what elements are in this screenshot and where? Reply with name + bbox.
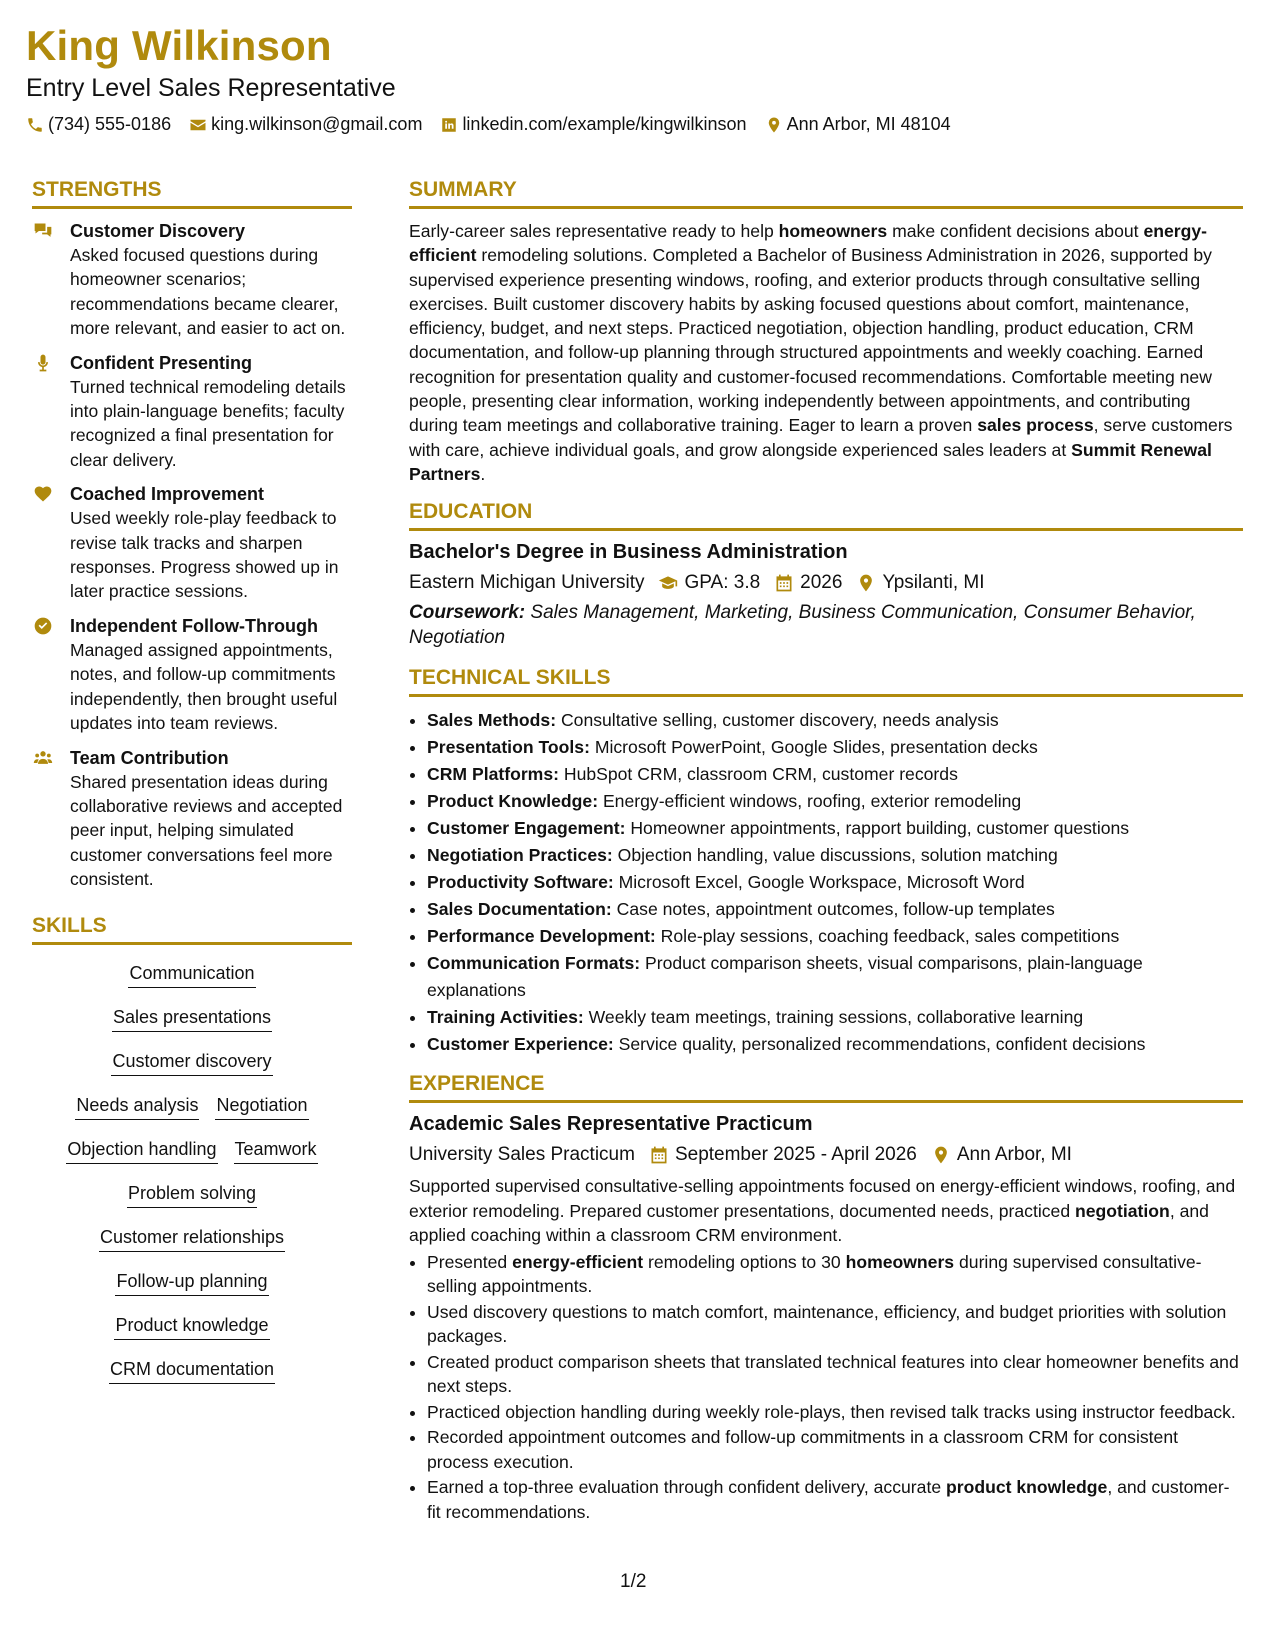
skill-chip: CRM documentation [109,1358,275,1384]
technical-skill-item [427,950,1243,1004]
skills-heading: SKILLS [32,914,352,945]
skill-chip: Negotiation [215,1094,308,1120]
bold-text: product knowledge [946,1477,1108,1498]
technical-skill-value: Objection handling, value discussions, solution matching [612,845,1058,866]
technical-skill-value: Consultative selling, customer discovery, needs analysis [556,710,999,731]
experience-bullet [427,1400,1243,1425]
strength-item [32,351,352,473]
skills-row [32,1219,352,1263]
skills-row [32,1351,352,1395]
experience-bullet [427,1300,1243,1349]
graduation-cap-icon [658,573,678,593]
skills-row [32,1131,352,1175]
strength-body [70,482,352,604]
technical-skill-item [427,842,1243,869]
job-description [409,1174,1243,1248]
job-org: University Sales Practicum [409,1144,635,1166]
skill-chip: Customer discovery [111,1050,272,1076]
strength-item [32,746,352,892]
job-bullets [409,1250,1243,1525]
strength-desc: Turned technical remodeling details into plain-language benefits; faculty recognized a final presentation for clear delivery. [70,376,346,470]
strength-title: Customer Discovery [70,221,246,241]
experience-bullet [427,1475,1243,1524]
text-run: , and applied coaching within a classroom CRM environment. [409,1200,1209,1246]
text-run: Earned a top-three evaluation through confident delivery, accurate [427,1477,947,1498]
technical-skill-value: Weekly team meetings, training sessions, collaborative learning [583,1007,1084,1028]
text-run: Used discovery questions to match comfort, maintenance, efficiency, and budget priorities with solution packages. [427,1301,1227,1347]
technical-skill-item [427,1031,1243,1058]
text-run: Practiced objection handling during weekly role-plays, then revised talk tracks using instructor feedback. [427,1401,1236,1422]
skills-row [32,1087,352,1131]
job-details [409,1144,1243,1166]
job-dates: September 2025 - April 2026 [674,1144,917,1166]
strength-icon-wrap [32,219,70,341]
calendar-icon [774,573,794,593]
technical-skill-label: Presentation Tools: [427,737,590,758]
strength-desc: Shared presentation ideas during collaborative reviews and accepted peer input, helping simulated customer conversations feel more consistent. [70,771,343,890]
linkedin-icon [440,116,458,134]
page-number: 1/2 [620,1571,647,1592]
technical-skill-label: Customer Experience: [427,1034,614,1055]
email-text[interactable]: king.wilkinson@gmail.com [211,114,423,134]
strength-item [32,482,352,604]
skill-chip: Product knowledge [114,1314,269,1340]
bold-text: negotiation [1075,1200,1170,1221]
technical-skill-label: CRM Platforms: [427,764,559,785]
technical-skill-label: Negotiation Practices: [427,845,613,866]
strength-icon-wrap [32,614,70,736]
technical-skill-value: Case notes, appointment outcomes, follow-up templates [611,899,1055,920]
school-location: Ypsilanti, MI [882,572,985,594]
technical-skill-label: Sales Methods: [427,710,557,731]
contact-linkedin[interactable] [440,114,746,135]
graduation-year: 2026 [800,572,843,594]
skills-row [32,1263,352,1307]
technical-skill-value: Service quality, personalized recommendations, confident decisions [613,1034,1146,1055]
experience-bullet [427,1425,1243,1474]
coursework-label: Coursework: [409,602,526,624]
technical-skill-item [427,815,1243,842]
strength-body [70,219,352,341]
skill-chip: Follow-up planning [115,1270,268,1296]
strength-desc: Asked focused questions during homeowner scenarios; recommendations became clearer, more relevant, and easier to act on. [70,245,346,339]
text-run: during supervised consultative-selling appointments. [427,1251,1202,1297]
summary-text [409,219,1243,486]
strength-desc: Managed assigned appointments, notes, and follow-up commitments independently, then brought useful updates into team reviews. [70,639,338,734]
school-name: Eastern Michigan University [409,572,645,594]
strength-icon-wrap [32,746,70,892]
text-run: , and customer-fit recommendations. [427,1477,1230,1522]
skills-row [32,955,352,999]
microphone-icon [32,353,54,373]
linkedin-text[interactable]: linkedin.com/example/kingwilkinson [462,114,747,134]
strength-body [70,351,352,473]
technical-skill-value: Homeowner appointments, rapport building, customer questions [625,818,1130,839]
text-run: Supported supervised consultative-selling appointments focused on energy-efficient windows, roofing, and exterior remodeling. Prepared customer presentations, documented needs, practiced [409,1176,1236,1221]
map-marker-icon [856,573,876,593]
experience-bullet [427,1350,1243,1399]
text-run: remodeling options to 30 [643,1251,846,1272]
skills-row [32,1043,352,1087]
skill-chip: Objection handling [66,1138,217,1164]
experience-bullet [427,1250,1243,1299]
map-marker-icon [765,116,783,134]
skills-list [32,955,352,1395]
strength-icon-wrap [32,351,70,473]
skill-chip: Customer relationships [99,1226,285,1252]
text-run: . [480,463,486,484]
strength-body [70,614,352,736]
strength-title: Team Contribution [70,747,229,768]
strength-icon-wrap [32,482,70,604]
technical-skill-value: Product comparison sheets, visual comparisons, plain-language explanations [427,953,1143,1001]
education-details [409,572,1243,594]
strength-body [70,746,352,892]
contact-bar [26,114,969,135]
experience-heading: EXPERIENCE [409,1072,1243,1103]
check-circle-icon [32,616,54,636]
technical-skill-item [427,707,1243,734]
technical-skill-value: Energy-efficient windows, roofing, exterior remodeling [598,791,1022,812]
candidate-name: King Wilkinson [26,22,332,69]
contact-phone [26,114,171,135]
job-location: Ann Arbor, MI [956,1144,1072,1166]
technical-skill-label: Communication Formats: [427,953,641,974]
skill-chip: Teamwork [234,1138,318,1164]
summary-heading: SUMMARY [409,178,1243,209]
degree-title: Bachelor's Degree in Business Administration [409,541,848,564]
job-title: Academic Sales Representative Practicum [409,1113,813,1136]
phone-icon [26,116,44,134]
text-run: Early-career sales representative ready to help [409,221,779,241]
coursework [409,600,1243,650]
text-run: , serve customers with care, achieve individual goals, and grow alongside experienced sales leaders at [409,415,1233,460]
users-icon [32,748,54,768]
gpa: GPA: 3.8 [684,572,761,594]
strength-title: Coached Improvement [70,484,265,505]
bold-text: sales process [977,415,1094,436]
strength-item [32,219,352,341]
strength-desc: Used weekly role-play feedback to revise talk tracks and sharpen responses. Progress showed up in later practice sessions. [70,508,339,602]
bold-text: homeowners [845,1251,955,1272]
map-marker-icon [931,1145,951,1165]
skill-chip: Problem solving [127,1182,257,1208]
strength-title: Independent Follow-Through [70,615,318,636]
technical-skill-label: Sales Documentation: [427,899,612,920]
technical-skills-heading: TECHNICAL SKILLS [409,666,1243,697]
technical-skill-item [427,1004,1243,1031]
technical-skill-value: Role-play sessions, coaching feedback, sales competitions [655,926,1120,947]
text-run: make confident decisions about [887,221,1144,241]
contact-location [765,114,951,135]
technical-skill-item [427,923,1243,950]
location-text: Ann Arbor, MI 48104 [786,114,951,134]
technical-skill-item [427,788,1243,815]
skill-chip: Needs analysis [75,1094,199,1120]
right-column [409,178,1243,1525]
strength-item [32,614,352,736]
skills-row [32,999,352,1043]
bold-text: Summit Renewal Partners [409,439,1212,484]
phone-text: (734) 555-0186 [48,114,172,134]
strengths-heading: STRENGTHS [32,178,352,209]
technical-skill-label: Customer Engagement: [427,818,626,839]
technical-skill-item [427,734,1243,761]
technical-skill-item [427,869,1243,896]
bold-text: energy-efficient [409,221,1207,266]
comments-icon [32,221,54,241]
skill-chip: Communication [128,962,255,988]
technical-skill-item [427,896,1243,923]
envelope-icon [189,116,207,134]
heart-icon [32,484,54,504]
skills-row [32,1307,352,1351]
technical-skill-item [427,761,1243,788]
candidate-headline: Entry Level Sales Representative [26,74,396,102]
technical-skill-label: Performance Development: [427,926,656,947]
text-run: Presented [427,1251,513,1272]
contact-email[interactable] [189,114,422,135]
text-run: remodeling solutions. Completed a Bachelor of Business Administration in 2026, supported by supervised experience presenting windows, roofing, and exterior products through consultative selling exercises. Built customer discovery habits by asking focused questions about comfort, maintenance, efficiency, budget, and next steps. Practiced negotiation, objection handling, product education, CRM documentation, and follow-up planning through structured appointments and weekly coaching. Earned recognition for presentation quality and customer-focused recommendations. Comfortable meeting new people, presenting clear information, working independently between appointments, and contributing during team meetings and collaborative training. Eager to learn a proven [409,245,1212,436]
technical-skills-list [409,707,1243,1058]
text-run: Recorded appointment outcomes and follow-up commitments in a classroom CRM for consistent process execution. [427,1427,1178,1472]
skill-chip: Sales presentations [112,1006,272,1032]
technical-skill-value: Microsoft Excel, Google Workspace, Microsoft Word [613,872,1025,893]
strength-title: Confident Presenting [70,352,253,373]
technical-skill-value: HubSpot CRM, classroom CRM, customer records [558,764,958,785]
technical-skill-value: Microsoft PowerPoint, Google Slides, presentation decks [589,737,1038,758]
text-run: Created product comparison sheets that translated technical features into clear homeowner benefits and next steps. [427,1351,1239,1397]
left-column [32,178,352,1395]
technical-skill-label: Product Knowledge: [427,791,599,812]
skills-row [32,1175,352,1219]
calendar-icon [649,1145,669,1165]
technical-skill-label: Productivity Software: [427,872,614,893]
bold-text: homeowners [778,221,888,241]
strengths-list [32,219,352,892]
bold-text: energy-efficient [512,1251,644,1272]
coursework-list: Sales Management, Marketing, Business Communication, Consumer Behavior, Negotiation [409,602,1196,649]
education-heading: EDUCATION [409,500,1243,531]
technical-skill-label: Training Activities: [427,1007,584,1028]
